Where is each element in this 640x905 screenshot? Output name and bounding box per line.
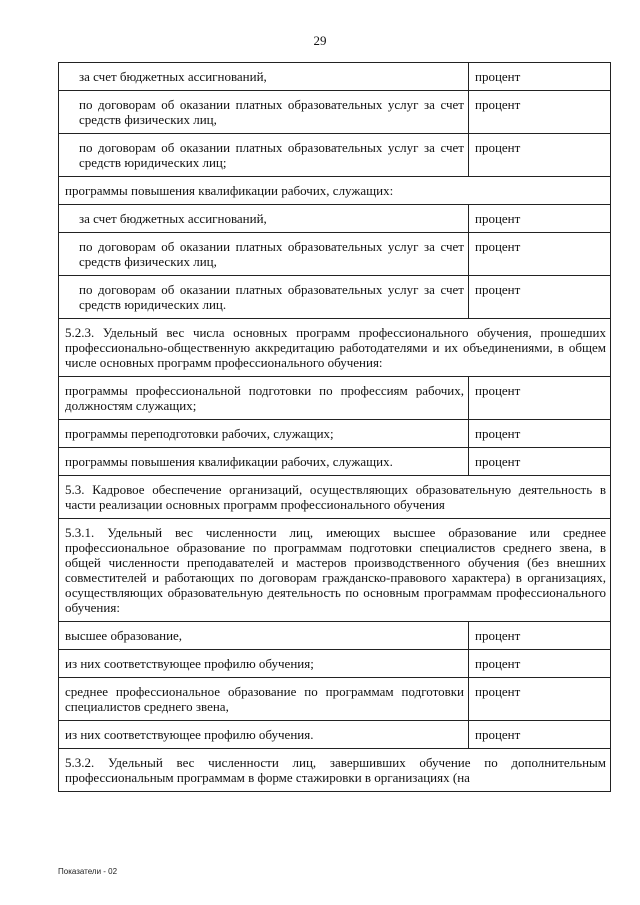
unit-cell: процент (469, 721, 611, 749)
footer-label: Показатели - 02 (58, 867, 118, 876)
unit-cell: процент (469, 448, 611, 476)
unit-cell: процент (469, 91, 611, 134)
indicators-table-body (59, 63, 611, 792)
table-row (59, 134, 611, 177)
indicator-name-cell: высшее образование, (59, 622, 469, 650)
section-row (59, 319, 611, 377)
section-heading: 5.3.1. Удельный вес численности лиц, имеющих высшее образование или среднее профессиональное образование по программам подготовки специалистов среднего звена, в общей численности преподавателей и мастеров производственного обучения (без внешних совместителей и работающих по договорам гражданско-правового характера) в организациях, осуществляющих образовательную деятельность по основным программам профессионального обучения: (59, 519, 611, 622)
table-row (59, 233, 611, 276)
section-heading: программы повышения квалификации рабочих, служащих: (59, 177, 611, 205)
unit-cell: процент (469, 205, 611, 233)
section-heading: 5.3. Кадровое обеспечение организаций, осуществляющих образовательную деятельность в части реализации основных программ профессионального обучения (59, 476, 611, 519)
indicator-name-cell: из них соответствующее профилю обучения. (59, 721, 469, 749)
indicator-name-cell: по договорам об оказании платных образовательных услуг за счет средств физических лиц, (59, 91, 469, 134)
unit-cell: процент (469, 650, 611, 678)
page-number: 29 (313, 33, 327, 48)
table-row (59, 650, 611, 678)
unit-cell: процент (469, 63, 611, 91)
unit-cell: процент (469, 134, 611, 177)
section-row (59, 749, 611, 792)
table-row (59, 205, 611, 233)
unit-cell: процент (469, 377, 611, 420)
unit-cell: процент (469, 276, 611, 319)
table-row (59, 678, 611, 721)
indicator-name-cell: по договорам об оказании платных образовательных услуг за счет средств юридических лиц. (59, 276, 469, 319)
section-row (59, 177, 611, 205)
indicators-table (58, 62, 611, 792)
indicator-name-cell: среднее профессиональное образование по программам подготовки специалистов среднего звена, (59, 678, 469, 721)
table-row (59, 448, 611, 476)
indicator-name-cell: по договорам об оказании платных образовательных услуг за счет средств физических лиц, (59, 233, 469, 276)
section-row (59, 476, 611, 519)
indicator-name-cell: за счет бюджетных ассигнований, (59, 63, 469, 91)
table-row (59, 721, 611, 749)
unit-cell: процент (469, 622, 611, 650)
table-row (59, 377, 611, 420)
indicator-name-cell: программы переподготовки рабочих, служащих; (59, 420, 469, 448)
section-row (59, 519, 611, 622)
indicator-name-cell: программы профессиональной подготовки по профессиям рабочих, должностям служащих; (59, 377, 469, 420)
indicator-name-cell: по договорам об оказании платных образовательных услуг за счет средств юридических лиц; (59, 134, 469, 177)
table-row (59, 622, 611, 650)
table-row (59, 276, 611, 319)
indicator-name-cell: программы повышения квалификации рабочих, служащих. (59, 448, 469, 476)
table-row (59, 420, 611, 448)
unit-cell: процент (469, 233, 611, 276)
table-row (59, 91, 611, 134)
indicator-name-cell: за счет бюджетных ассигнований, (59, 205, 469, 233)
unit-cell: процент (469, 420, 611, 448)
section-heading: 5.3.2. Удельный вес численности лиц, завершивших обучение по дополнительным профессиональным программам в форме стажировки в организациях (на (59, 749, 611, 792)
unit-cell: процент (469, 678, 611, 721)
table-row (59, 63, 611, 91)
section-heading: 5.2.3. Удельный вес числа основных программ профессионального обучения, прошедших профессионально-общественную аккредитацию работодателями и их объединениями, в общем числе основных программ профессионального обучения: (59, 319, 611, 377)
indicator-name-cell: из них соответствующее профилю обучения; (59, 650, 469, 678)
